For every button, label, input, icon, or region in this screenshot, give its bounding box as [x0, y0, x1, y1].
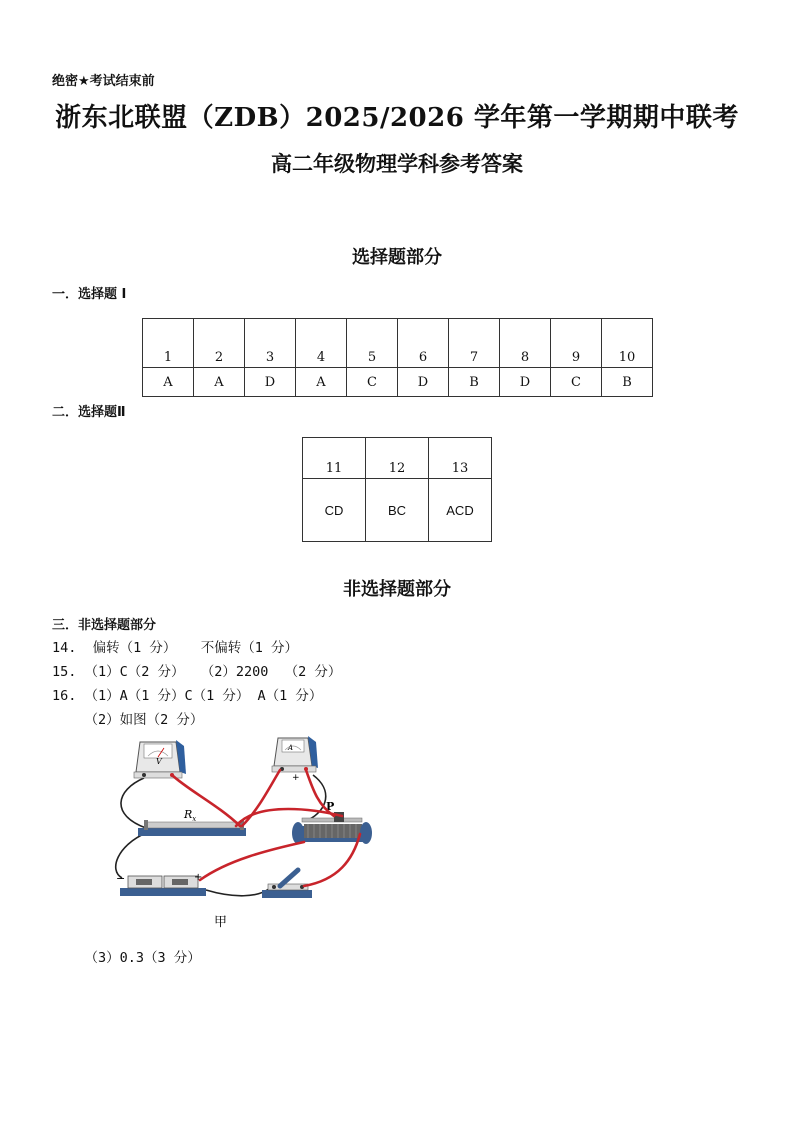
- question-number: 10: [602, 319, 653, 368]
- answer-line-16-3: （3）0.3（3 分）: [52, 950, 201, 966]
- page-title: 浙东北联盟（ZDB）2025/2026 学年第一学期期中联考: [55, 103, 739, 133]
- table-row: [143, 319, 653, 368]
- question-number: 11: [303, 438, 366, 479]
- table-row: [303, 438, 492, 479]
- red-wire: [172, 775, 240, 826]
- ammeter: [272, 736, 318, 772]
- answer-cell: B: [602, 368, 653, 397]
- ammeter-label: A: [288, 744, 294, 752]
- black-wire: [206, 888, 270, 896]
- rheostat: [292, 812, 372, 844]
- battery-plus: +: [194, 872, 203, 883]
- answer-cell: A: [194, 368, 245, 397]
- answer-cell: A: [296, 368, 347, 397]
- answer-table-part1: [142, 318, 653, 397]
- question-number: 13: [429, 438, 492, 479]
- question-number: 9: [551, 319, 602, 368]
- answer-cell: A: [143, 368, 194, 397]
- question-number: 6: [398, 319, 449, 368]
- answer-cell: CD: [303, 479, 366, 542]
- answer-line-16-1: 16. （1）A（1 分）C（1 分） A（1 分）: [52, 688, 323, 704]
- answer-cell: D: [398, 368, 449, 397]
- slider-label: P: [326, 800, 335, 813]
- battery-minus: −: [116, 872, 126, 885]
- part3-label: 三．非选择题部分: [52, 618, 157, 633]
- part1-label: 一．选择题 I: [52, 287, 127, 302]
- circuit-diagram: [108, 730, 388, 935]
- diagram-caption: 甲: [214, 915, 228, 930]
- question-number: 12: [366, 438, 429, 479]
- part2-label: 二．选择题Ⅱ: [52, 405, 126, 420]
- black-wire: [121, 778, 146, 828]
- table-row: [143, 368, 653, 397]
- answer-cell: D: [500, 368, 551, 397]
- question-number: 2: [194, 319, 245, 368]
- question-number: 3: [245, 319, 296, 368]
- answer-table-part2: [302, 437, 492, 542]
- question-number: 8: [500, 319, 551, 368]
- answer-line-15: 15. （1）C（2 分） （2）2200 （2 分）: [52, 664, 342, 680]
- choice-section-heading: 选择题部分: [352, 247, 442, 268]
- table-row: [303, 479, 492, 542]
- answer-cell: BC: [366, 479, 429, 542]
- ammeter-plus: +: [292, 773, 300, 783]
- question-number: 4: [296, 319, 347, 368]
- answer-cell: ACD: [429, 479, 492, 542]
- answer-cell: B: [449, 368, 500, 397]
- voltmeter-label: V: [156, 757, 162, 766]
- question-number: 5: [347, 319, 398, 368]
- red-wire: [236, 809, 342, 826]
- confidential-label: 绝密★考试结束前: [52, 74, 155, 89]
- answer-cell: C: [551, 368, 602, 397]
- resistor-label: $R_x$: [184, 808, 197, 823]
- answer-line-14: 14. 偏转（1 分） 不偏转（1 分）: [52, 640, 299, 656]
- page-subtitle: 高二年级物理学科参考答案: [271, 151, 523, 176]
- switch: [262, 870, 312, 898]
- question-number: 7: [449, 319, 500, 368]
- red-wire: [200, 842, 304, 880]
- answer-cell: D: [245, 368, 296, 397]
- nonchoice-section-heading: 非选择题部分: [343, 579, 451, 600]
- answer-line-16-2: （2）如图（2 分）: [52, 712, 204, 728]
- question-number: 1: [143, 319, 194, 368]
- answer-cell: C: [347, 368, 398, 397]
